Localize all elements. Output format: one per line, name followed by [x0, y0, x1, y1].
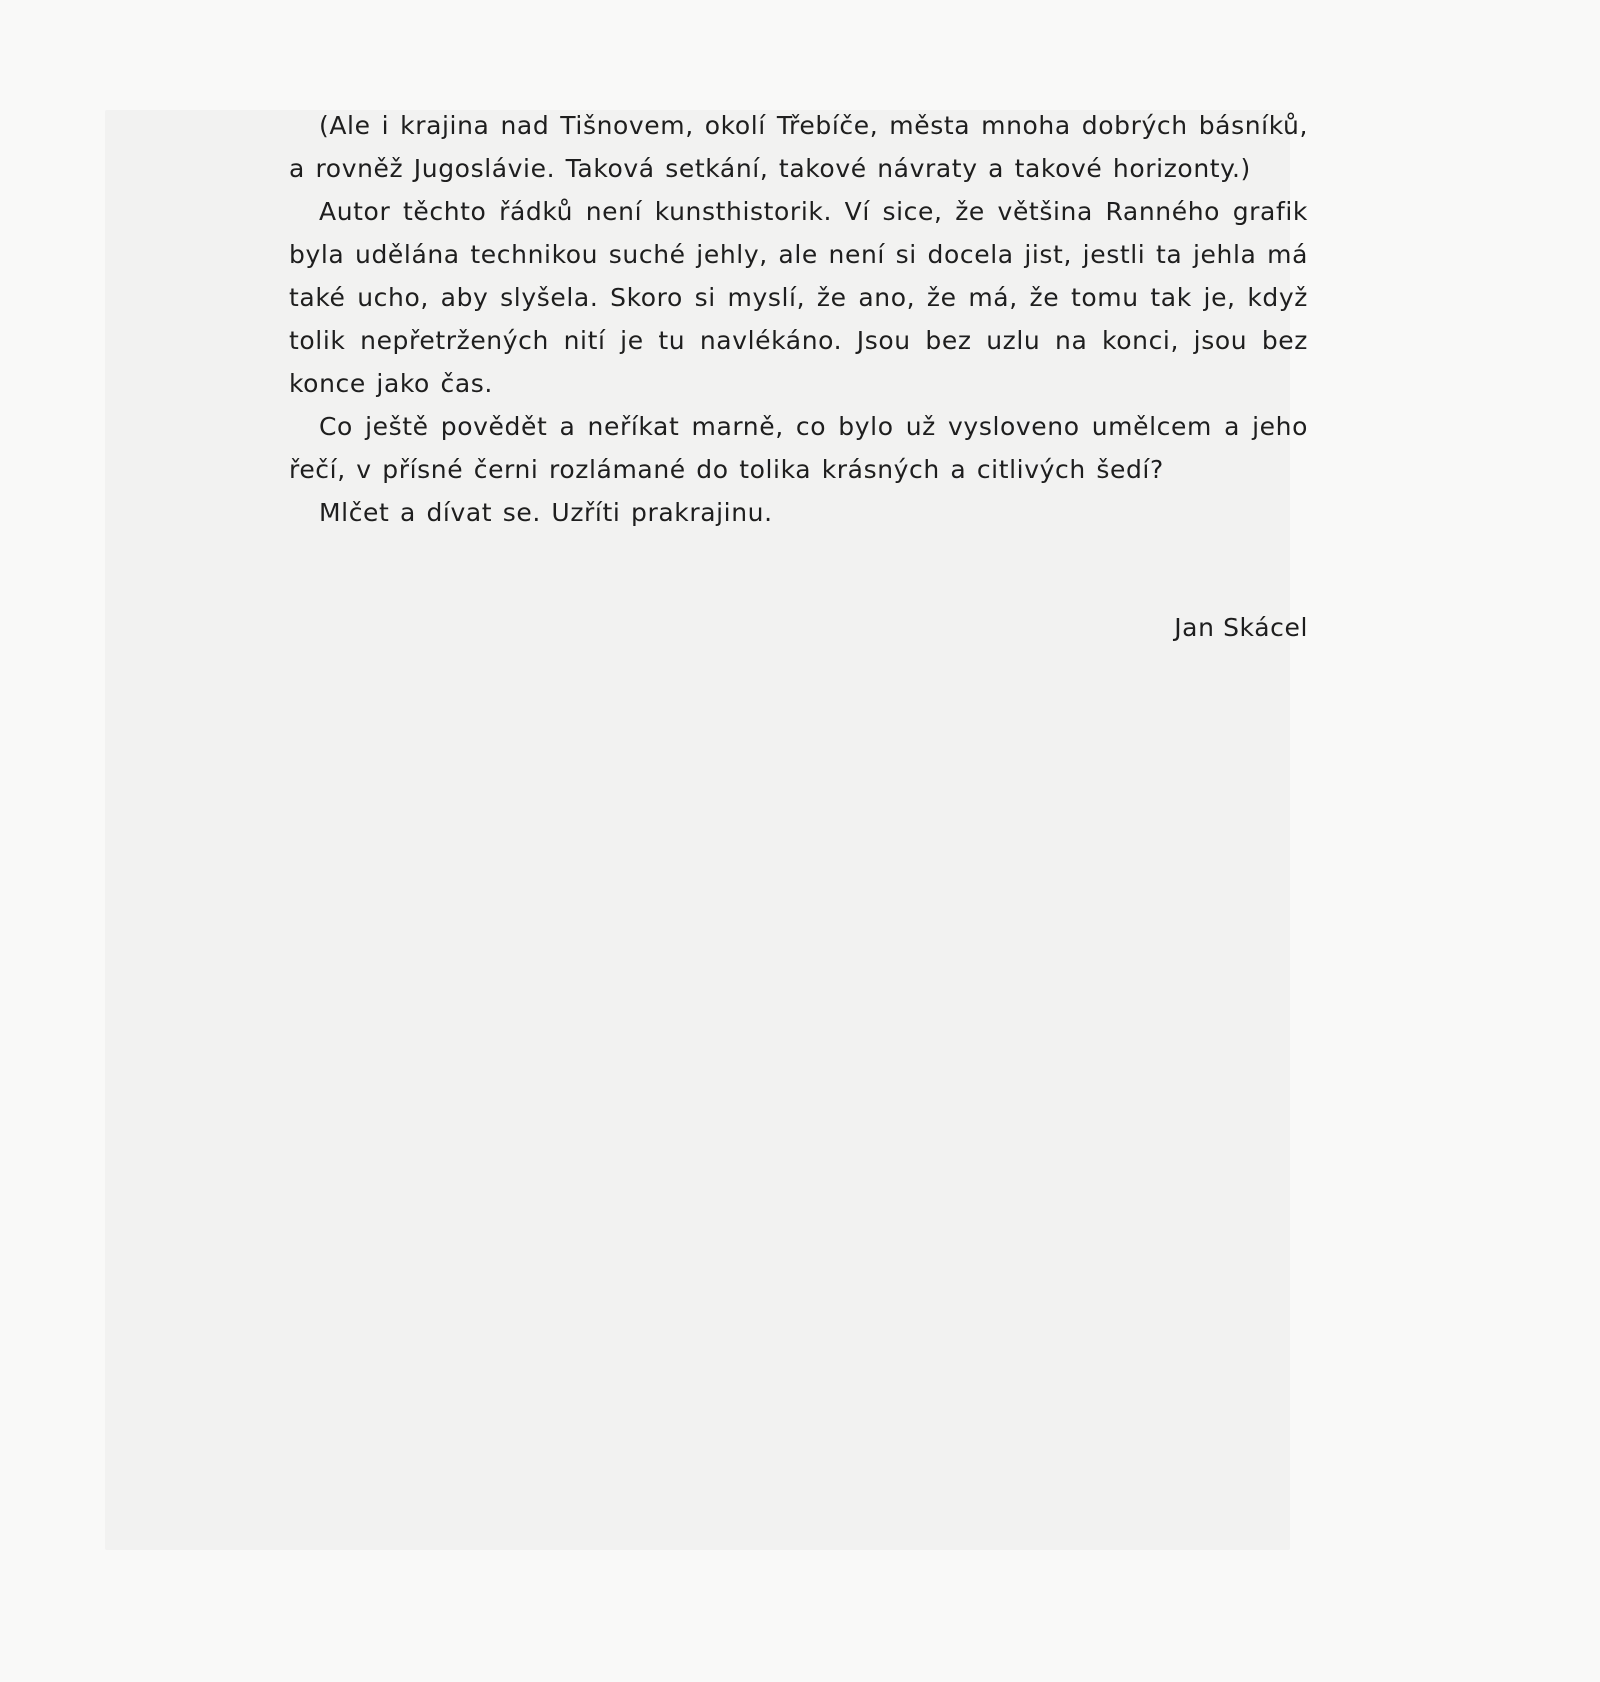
paragraph-4: Mlčet a dívat se. Uzříti prakrajinu.	[319, 498, 773, 527]
paragraph-2: Autor těchto řádků není kunsthistorik. Ví sice, že většina Ranného grafik byla udělána technikou suché jehly, ale není si docela jist, jestli ta jehla má také ucho, aby slyšela. Skoro si myslí, že ano, že má, že tomu tak je, když tolik nepřetržených nití je tu navlékáno. Jsou bez uzlu na konci, jsou bez konce jako čas.	[289, 197, 1308, 398]
paragraph-3: Co ještě povědět a neříkat marně, co bylo už vysloveno umělcem a jeho řečí, v přísné černi rozlámané do tolika krásných a citlivých šedí?	[289, 412, 1308, 484]
essay-text	[289, 104, 1308, 534]
author-signature: Jan Skácel	[1174, 613, 1308, 642]
paragraph-1: (Ale i krajina nad Tišnovem, okolí Třebíče, města mnoha dobrých básníků, a rovněž Jugoslávie. Taková setkání, takové návraty a takové horizonty.)	[289, 111, 1308, 183]
